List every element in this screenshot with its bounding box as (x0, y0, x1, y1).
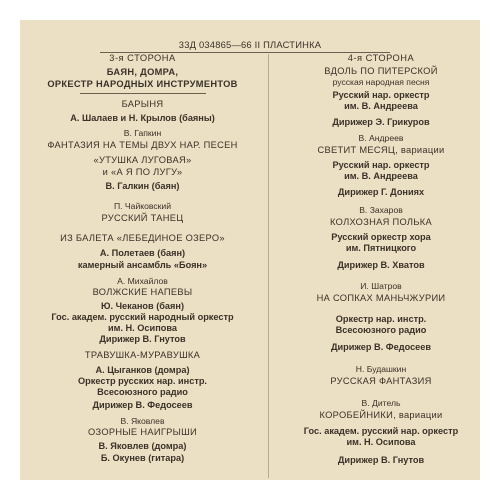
track-performer: Всесоюзного радио (97, 387, 188, 397)
track-conductor: Дирижер В. Гнутов (99, 334, 186, 344)
side-3-column (20, 20, 265, 480)
track-conductor: Дирижер В. Федосеев (92, 400, 193, 410)
track-conductor: Дирижер В. Федосеев (330, 342, 432, 352)
column-divider (268, 54, 269, 478)
track-performer: Всесоюзного радио (335, 325, 427, 335)
track-performer: Ю. Чеканов (баян) (100, 301, 185, 311)
section-rule (80, 93, 206, 94)
track-performer: им. В. Андреева (344, 101, 418, 111)
track-title: БАРЫНЯ (121, 99, 164, 109)
track-performer: им. Пятницкого (345, 243, 417, 253)
track-composer: П. Чайковский (113, 201, 172, 211)
track-performer: им. В. Андреева (344, 171, 418, 181)
track-composer: Н. Будашкин (355, 364, 407, 374)
track-title: ФАНТАЗИЯ НА ТЕМЫ ДВУХ НАР. ПЕСЕН (47, 140, 238, 150)
track-composer: В. Яковлев (120, 416, 165, 426)
track-conductor: Дирижер В. Гнутов (337, 455, 425, 465)
track-performer: Оркестр русских нар. инстр. (78, 376, 207, 386)
record-sleeve-page (20, 20, 480, 480)
performer-heading-1: БАЯН, ДОМРА, (106, 67, 179, 77)
track-subtitle: русская народная песня (332, 77, 430, 87)
track-composer: В. Андреев (358, 133, 404, 143)
track-title: ВОЛЖСКИЕ НАПЕВЫ (92, 287, 193, 297)
track-title: КОРОБЕЙНИКИ, вариации (319, 410, 443, 420)
track-performer: Оркестр нар. инстр. (335, 314, 427, 324)
track-performer: им. Н. Осипова (346, 437, 416, 447)
track-performer: Гос. академ. русский нар. оркестр (303, 426, 459, 436)
catalog-number: 33Д 034865—66 II ПЛАСТИНКА (178, 39, 322, 50)
track-composer: А. Михайлов (117, 276, 168, 286)
track-conductor: Дирижер Г. Донияx (337, 187, 425, 197)
side-title: 3-я СТОРОНА (109, 53, 176, 63)
track-performer: А. Полетаев (баян) (99, 248, 186, 258)
track-composer: В. Гапкин (123, 128, 162, 138)
track-performer: В. Яковлев (домра) (98, 441, 187, 451)
performer-heading-2: ОРКЕСТР НАРОДНЫХ ИНСТРУМЕНТОВ (47, 79, 238, 89)
track-title: СВЕТИТ МЕСЯЦ, вариации (317, 145, 445, 155)
track-conductor: Дирижер Э. Грикуров (332, 117, 430, 127)
track-performer: камерный ансамбль «Боян» (77, 260, 208, 270)
track-performer: Русский нар. оркестр (332, 90, 430, 100)
track-composer: И. Шатров (360, 281, 402, 291)
track-performer: им. Н. Осипова (108, 323, 177, 333)
track-conductor: Дирижер В. Хватов (337, 260, 425, 270)
track-subtitle: «УТУШКА ЛУГОВАЯ» (93, 155, 192, 165)
track-title: ОЗОРНЫЕ НАИГРЫШИ (88, 427, 197, 437)
track-performer: Б. Окунев (гитара) (100, 453, 185, 463)
track-composer: В. Захаров (359, 205, 403, 215)
track-title: РУССКАЯ ФАНТАЗИЯ (330, 376, 432, 386)
track-title: ВДОЛЬ ПО ПИТЕРСКОЙ (324, 66, 438, 76)
side-4-column (282, 20, 480, 480)
side-title: 4-я СТОРОНА (347, 53, 415, 63)
track-subtitle: ИЗ БАЛЕТА «ЛЕБЕДИНОЕ ОЗЕРО» (60, 233, 225, 243)
track-performer: А. Цыганков (домра) (95, 365, 190, 375)
track-performer: Гос. академ. русский народный оркестр (51, 312, 234, 322)
track-performer: Русский нар. оркестр (332, 160, 430, 170)
track-performer: Русский оркестр хора (331, 232, 431, 242)
track-title: НА СОПКАХ МАНЬЧЖУРИИ (316, 293, 446, 303)
track-title: ТРАВУШКА-МУРАВУШКА (84, 350, 201, 360)
track-title: РУССКИЙ ТАНЕЦ (101, 213, 184, 223)
track-title: КОЛХОЗНАЯ ПОЛЬКА (330, 217, 432, 227)
track-subtitle: и «А Я ПО ЛУГУ» (102, 167, 183, 177)
track-composer: В. Дитель (361, 398, 401, 408)
track-performer: А. Шалаев и Н. Крылов (баяны) (70, 113, 215, 123)
track-performer: В. Галкин (баян) (105, 181, 180, 191)
